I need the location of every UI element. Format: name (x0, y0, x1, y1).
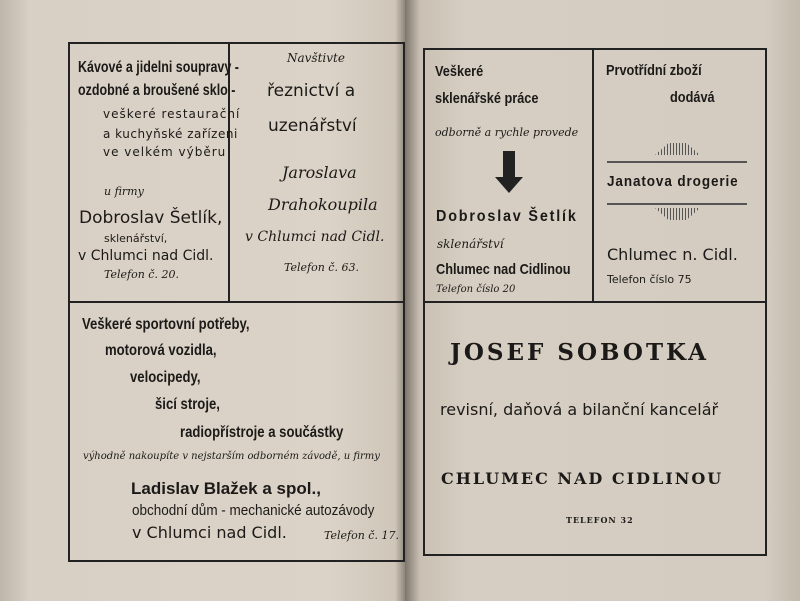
company-name: Drahokoupila (268, 195, 378, 214)
ad-text: veškeré restaurační (103, 107, 241, 121)
ad-text: motorová vozidla, (105, 342, 217, 359)
ad-text: ve velkém výběru (103, 145, 227, 159)
ad-text: dodává (670, 89, 715, 106)
ad-text: Veškeré sportovní potřeby, (82, 316, 250, 333)
ad-text: revisní, daňová a bilanční kancelář (440, 400, 719, 419)
company-name: Dobroslav Šetlík, (79, 208, 223, 228)
ad-text: sklenářství, (104, 232, 168, 245)
ad-text: obchodní dům - mechanické autozávody (132, 502, 375, 519)
phone: Telefon č. 17. (324, 529, 399, 542)
ad-text: Prvotřídní zboží (606, 62, 702, 79)
company-name: JOSEF SOBOTKA (450, 339, 709, 366)
ad-text: velocipedy, (130, 369, 201, 386)
ad-text: odborně a rychle provede (435, 126, 579, 139)
ad-text: radiopřístroje a součástky (180, 424, 344, 441)
divider (228, 42, 230, 302)
divider (423, 301, 765, 303)
ad-text: šicí stroje, (155, 396, 220, 413)
ad-text: řeznictví a (267, 81, 356, 101)
ad-text: u firmy (104, 185, 144, 198)
address: Chlumec nad Cidlinou (436, 261, 571, 278)
address: Chlumec n. Cidl. (607, 245, 738, 264)
ad-text: Kávové a jidelni soupravy - (78, 59, 239, 76)
phone: Telefon číslo 20 (436, 284, 516, 295)
ad-text: ozdobné a broušené sklo - (78, 82, 236, 99)
phone: Telefon č. 63. (284, 261, 359, 274)
ad-text: sklenářské práce (435, 90, 539, 107)
rule (607, 161, 747, 163)
company-name: Dobroslav Šetlík (436, 208, 578, 225)
ad-text: sklenářství (437, 237, 504, 251)
divider (592, 48, 594, 302)
address: v Chlumci nad Cidl. (245, 229, 385, 245)
ad-text: Veškeré (435, 63, 484, 80)
company-name: Ladislav Blažek a spol., (131, 479, 321, 498)
address: v Chlumci nad Cidl. (78, 248, 214, 264)
address: v Chlumci nad Cidl. (132, 523, 287, 542)
phone: TELEFON 32 (566, 515, 634, 525)
phone: Telefon č. 20. (104, 268, 179, 281)
ad-text: uzenářství (268, 116, 357, 136)
phone: Telefon číslo 75 (607, 273, 692, 286)
arrow-down-icon (495, 151, 523, 193)
rule (607, 203, 747, 205)
ad-text: Jaroslava (282, 163, 357, 182)
divider (68, 301, 403, 303)
company-name: Janatova drogerie (607, 173, 739, 190)
ad-text: Navštivte (287, 51, 345, 65)
address: CHLUMEC NAD CIDLINOU (441, 469, 724, 488)
ad-text: a kuchyňské zařízeni (103, 127, 238, 141)
ad-text: výhodně nakoupíte v nejstarším odborném závodě, u firmy (83, 451, 380, 462)
